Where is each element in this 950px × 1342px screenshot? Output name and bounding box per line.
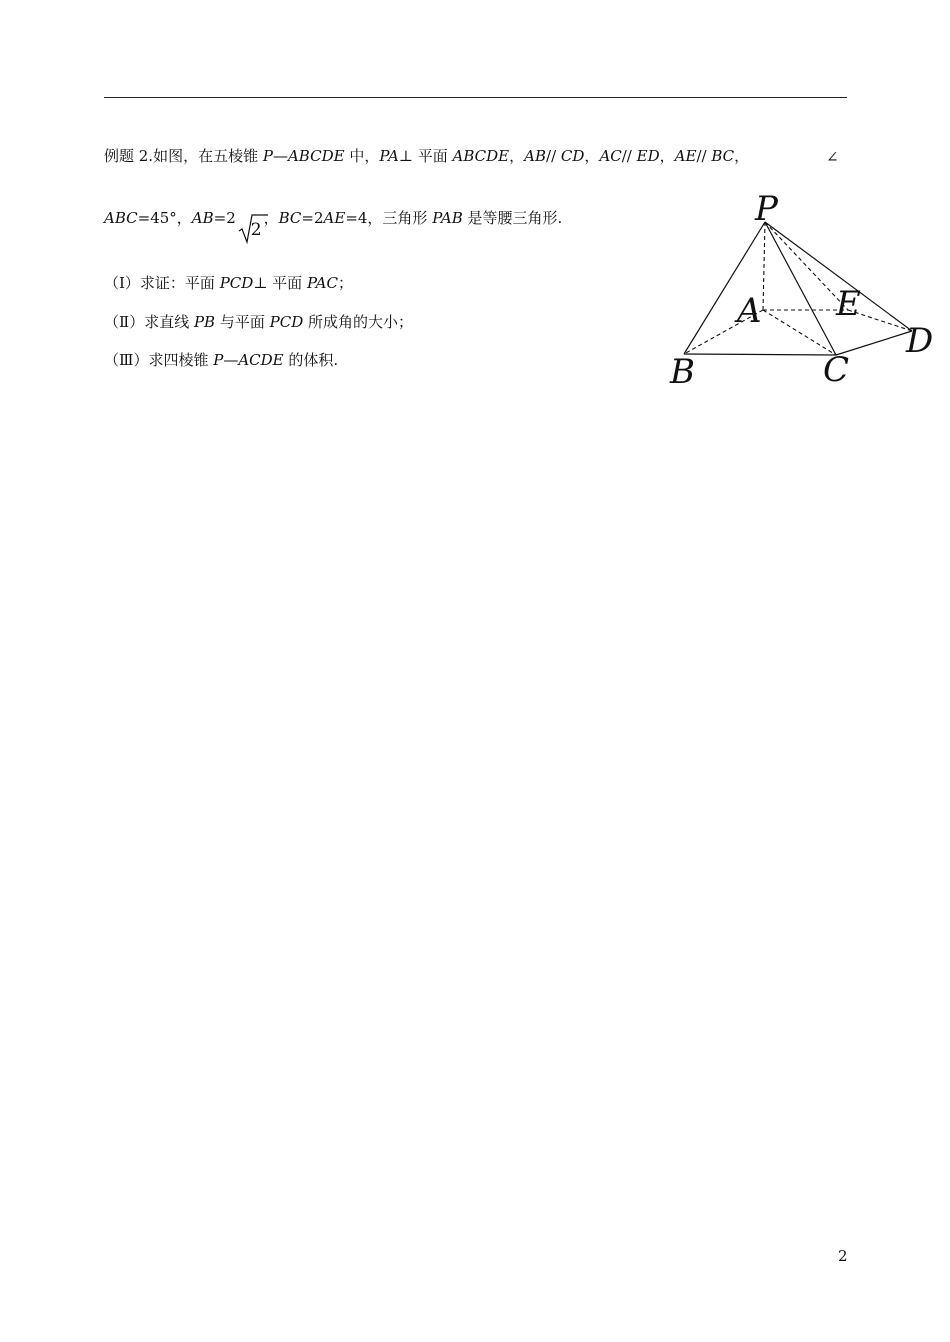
- text: ，: [659, 147, 675, 165]
- math: AE: [674, 147, 697, 165]
- text: //: [621, 147, 637, 165]
- text: ⊥ 平面: [398, 147, 453, 165]
- math: PAB: [432, 209, 463, 227]
- math: AC: [599, 147, 622, 165]
- text: =45°，: [137, 209, 192, 227]
- text: 与平面: [215, 313, 270, 331]
- math: AE: [323, 209, 346, 227]
- text: 例题 2.如图，在五棱锥: [104, 147, 263, 165]
- part-2: [104, 312, 413, 332]
- math: PAC: [306, 274, 338, 292]
- sqrt-expression: [238, 208, 262, 240]
- label-C: C: [823, 350, 850, 390]
- math: BC: [711, 147, 735, 165]
- radicand: 2: [250, 220, 262, 240]
- math: PCD: [219, 274, 254, 292]
- text: ；: [338, 274, 354, 292]
- part-1: [104, 273, 353, 293]
- problem-line-2: [104, 208, 563, 240]
- part-3: [104, 350, 338, 370]
- text: （Ⅰ）求证：平面: [104, 274, 220, 292]
- math: ABC: [104, 209, 138, 227]
- text: ，: [584, 147, 600, 165]
- text: =2: [213, 209, 236, 227]
- edge-PB: [684, 222, 765, 354]
- edge-PC: [765, 222, 836, 355]
- text: //: [546, 147, 561, 165]
- math: PB: [193, 313, 216, 331]
- page-number: 2: [838, 1247, 848, 1265]
- text: ⊥ 平面: [253, 274, 307, 292]
- edge-BC: [684, 354, 836, 355]
- math: ABCDE: [452, 147, 510, 165]
- pyramid-figure: [664, 186, 946, 392]
- text: ，: [509, 147, 525, 165]
- label-D: D: [906, 321, 934, 361]
- text: =2: [301, 209, 324, 227]
- label-B: B: [670, 352, 695, 392]
- math: P—ABCDE: [262, 147, 345, 165]
- text: 的体积.: [283, 351, 339, 369]
- math: BC: [278, 209, 302, 227]
- math: P—ACDE: [213, 351, 284, 369]
- text: =4，三角形: [345, 209, 433, 227]
- math: AB: [524, 147, 547, 165]
- label-A: A: [737, 291, 762, 331]
- text: 中，: [344, 147, 380, 165]
- text: ，: [734, 147, 750, 165]
- header-rule: [104, 97, 847, 98]
- math: AB: [191, 209, 214, 227]
- problem-line-1: [104, 146, 749, 166]
- label-P: P: [755, 189, 778, 229]
- math: ED: [636, 147, 660, 165]
- text: （Ⅱ）求直线: [104, 313, 194, 331]
- edge-AC: [763, 310, 836, 355]
- text: 所成角的大小；: [303, 313, 414, 331]
- math: PA: [379, 147, 399, 165]
- label-E: E: [836, 284, 861, 324]
- text: （Ⅲ）求四棱锥: [104, 351, 214, 369]
- text: ，: [263, 209, 279, 227]
- math: CD: [560, 147, 585, 165]
- text: 是等腰三角形.: [462, 209, 563, 227]
- math: PCD: [269, 313, 304, 331]
- angle-symbol: ∠: [826, 148, 839, 166]
- edge-PA: [763, 222, 765, 310]
- text: //: [696, 147, 712, 165]
